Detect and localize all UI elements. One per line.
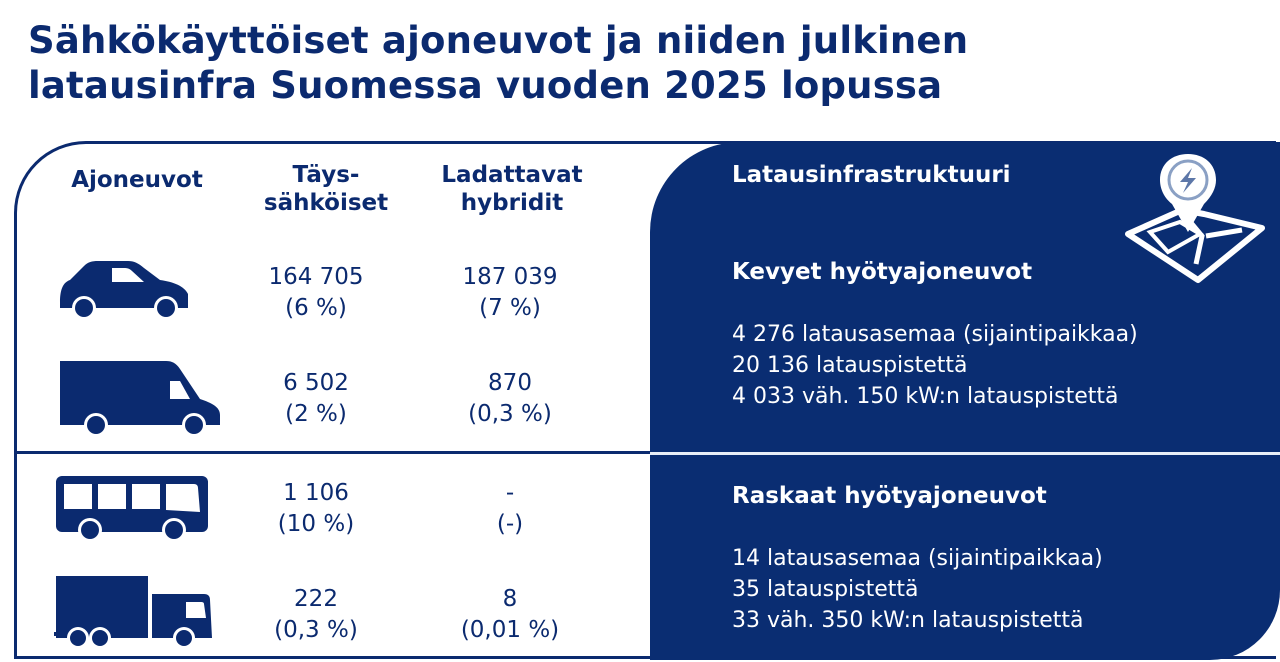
- header-phev-line-2: hybridit: [460, 190, 564, 216]
- bus-icon: [54, 474, 210, 542]
- bus-phev-share: (-): [496, 511, 524, 537]
- bus-phev-count: -: [505, 480, 515, 506]
- car-phev-share: (7 %): [479, 295, 541, 321]
- map-pin-charging-icon: [1122, 152, 1268, 286]
- panel-divider: [650, 452, 1280, 455]
- truck-bev-share: (0,3 %): [274, 617, 358, 643]
- bus-phev-value: [420, 478, 600, 540]
- truck-phev-count: 8: [502, 586, 518, 612]
- heavy-vehicles-heading: Raskaat hyötyajoneuvot: [732, 483, 1047, 509]
- van-phev-share: (0,3 %): [468, 401, 552, 427]
- bus-bev-value: [226, 478, 406, 540]
- heavy-stat-stations: 14 latausasemaa (sijaintipaikkaa): [732, 546, 1103, 571]
- car-phev-value: [420, 262, 600, 324]
- truck-bev-count: 222: [294, 586, 338, 612]
- van-phev-value: [420, 368, 600, 430]
- header-phev: [422, 161, 602, 217]
- light-stat-points: 20 136 latauspistettä: [732, 353, 968, 378]
- heavy-vehicles-stats: [732, 543, 1103, 636]
- car-icon: [56, 258, 192, 322]
- header-bev: [236, 161, 416, 217]
- header-vehicles: Ajoneuvot: [71, 167, 203, 193]
- van-bev-value: [226, 368, 406, 430]
- panel-title: Latausinfrastruktuuri: [732, 162, 1011, 188]
- light-vehicles-stats: [732, 319, 1138, 412]
- truck-phev-value: [420, 584, 600, 646]
- section-divider: [14, 451, 654, 454]
- van-bev-share: (2 %): [285, 401, 347, 427]
- heavy-stat-fast-points: 33 väh. 350 kW:n latauspistettä: [732, 608, 1084, 633]
- van-icon: [56, 357, 224, 437]
- bus-bev-share: (10 %): [277, 511, 355, 537]
- title-line-1: Sähkökäyttöiset ajoneuvot ja niiden julkinen: [28, 19, 969, 62]
- van-bev-count: 6 502: [283, 370, 349, 396]
- light-vehicles-heading: Kevyet hyötyajoneuvot: [732, 259, 1033, 285]
- car-phev-count: 187 039: [462, 264, 558, 290]
- heavy-stat-points: 35 latauspistettä: [732, 577, 919, 602]
- title-line-2: latausinfra Suomessa vuoden 2025 lopussa: [28, 64, 943, 107]
- page-title: [28, 18, 968, 108]
- header-bev-line-2: sähköiset: [263, 190, 389, 216]
- header-bev-line-1: Täys-: [292, 162, 360, 188]
- bus-bev-count: 1 106: [283, 480, 349, 506]
- truck-bev-value: [226, 584, 406, 646]
- car-bev-count: 164 705: [268, 264, 364, 290]
- light-stat-stations: 4 276 latausasemaa (sijaintipaikkaa): [732, 322, 1138, 347]
- car-bev-share: (6 %): [285, 295, 347, 321]
- header-phev-line-1: Ladattavat: [441, 162, 583, 188]
- truck-icon: [54, 574, 216, 650]
- car-bev-value: [226, 262, 406, 324]
- van-phev-count: 870: [488, 370, 532, 396]
- light-stat-fast-points: 4 033 väh. 150 kW:n latauspistettä: [732, 384, 1119, 409]
- truck-phev-share: (0,01 %): [460, 617, 560, 643]
